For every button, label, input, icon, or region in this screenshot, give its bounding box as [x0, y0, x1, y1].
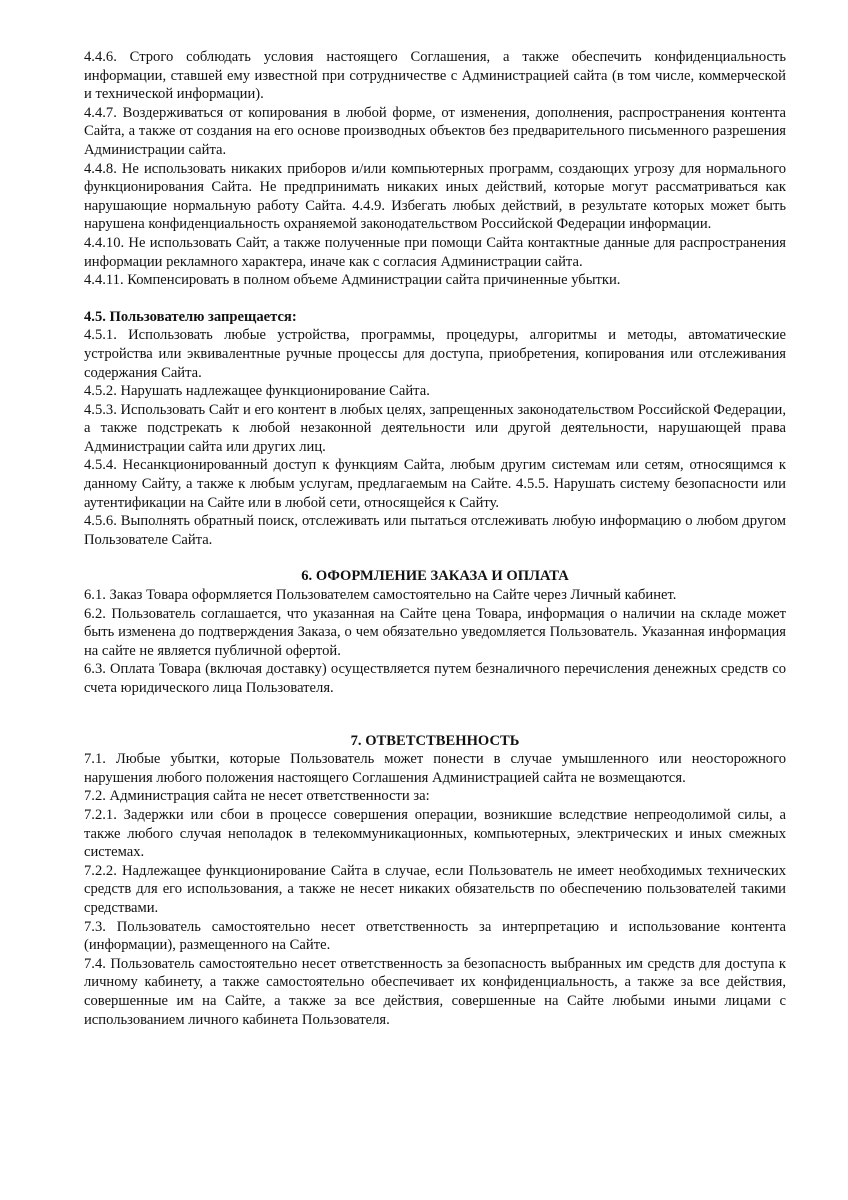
paragraph-4-4-8: 4.4.8. Не использовать никаких приборов и/или компьютерных программ, создающих угрозу для нормального функционирования Сайта. Не предпринимать никаких иных действий, которые могут рассматриваться как нарушающие нормальную работу Сайта. 4.4.9. Избегать любых действий, в результате которых может быть нарушена конфиденциальность охраняемой законодательством Российской Федерации информации. — [84, 160, 786, 233]
paragraph-4-5-6: 4.5.6. Выполнять обратный поиск, отслеживать или пытаться отслеживать любую информацию о любом другом Пользователе Сайта. — [84, 513, 786, 548]
paragraph-6-2: 6.2. Пользователь соглашается, что указанная на Сайте цена Товара, информация о наличии на складе может быть изменена до подтверждения Заказа, о чем обязательно уведомляется Пользователь. Указанная информация на сайте не является публичной офертой. — [84, 605, 786, 659]
paragraph-6-1: 6.1. Заказ Товара оформляется Пользователем самостоятельно на Сайте через Личный кабинет. — [84, 587, 677, 604]
document-page — [84, 48, 786, 1029]
paragraph-4-4-10: 4.4.10. Не использовать Сайт, а также полученные при помощи Сайта контактные данные для распространения информации рекламного характера, иначе как с согласия Администрации сайта. — [84, 234, 786, 270]
paragraph-7-3: 7.3. Пользователь самостоятельно несет ответственность за интерпретацию и использование контента (информации), размещенного на Сайте. — [84, 918, 786, 954]
paragraph-4-5-2: 4.5.2. Нарушать надлежащее функционирование Сайта. — [84, 383, 430, 400]
paragraph-7-4: 7.4. Пользователь самостоятельно несет ответственность за безопасность выбранных им средств для доступа к личному кабинету, а также самостоятельно обеспечивает их конфиденциальность, а также за все действия, совершенные им на Сайте, а также за все действия, совершенные на Сайте любыми иными лицами с использованием личного кабинета Пользователя. — [84, 955, 786, 1028]
paragraph-4-5-1: 4.5.1. Использовать любые устройства, программы, процедуры, алгоритмы и методы, автоматические устройства или эквивалентные ручные процессы для доступа, приобретения, копирования или отслеживания содержания Сайта. — [84, 327, 786, 381]
paragraph-6-3: 6.3. Оплата Товара (включая доставку) осуществляется путем безналичного перечисления денежных средств со счета юридического лица Пользователя. — [84, 661, 786, 696]
paragraph-7-1: 7.1. Любые убытки, которые Пользователь может понести в случае умышленного или неосторожного нарушения любого положения настоящего Соглашения Администрацией сайта не возмещаются. — [84, 751, 786, 786]
spacer — [84, 698, 786, 732]
paragraph-7-2-2: 7.2.2. Надлежащее функционирование Сайта в случае, если Пользователь не имеет необходимых технических средств для его использования, а также не несет никаких обязательств по обеспечению пользователей такими средствами. — [84, 862, 786, 916]
section-7-title: 7. ОТВЕТСТВЕННОСТЬ — [350, 732, 520, 749]
spacer — [84, 290, 786, 308]
spacer — [84, 549, 786, 567]
paragraph-4-5-3: 4.5.3. Использовать Сайт и его контент в любых целях, запрещенных законодательством Российской Федерации, а также подстрекать к любой незаконной деятельности или другой деятельности, нарушающей права Администрации сайта или других лиц. — [84, 401, 786, 455]
paragraph-4-4-6: 4.4.6. Строго соблюдать условия настоящего Соглашения, а также обеспечить конфиденциальность информации, ставшей ему известной при сотрудничестве с Администрацией сайта (в том числе, коммерческой и технической информации). — [84, 49, 786, 103]
paragraph-4-4-11: 4.4.11. Компенсировать в полном объеме Администрации сайта причиненные убытки. — [84, 272, 621, 289]
paragraph-7-2-1: 7.2.1. Задержки или сбои в процессе совершения операции, возникшие вследствие непреодолимой силы, а также любого случая неполадок в телекоммуникационных, компьютерных, электрических и иных смежных системах. — [84, 806, 786, 861]
paragraph-4-5-4: 4.5.4. Несанкционированный доступ к функциям Сайта, любым другим системам или сетям, относящимся к данному Сайту, а также к любым услугам, предлагаемым на Сайте. 4.5.5. Нарушать систему безопасности или аутентификации на Сайте или в любой сети, относящейся к Сайту. — [84, 457, 786, 511]
section-6-title: 6. ОФОРМЛЕНИЕ ЗАКАЗА И ОПЛАТА — [301, 568, 569, 585]
paragraph-7-2: 7.2. Администрация сайта не несет ответственности за: — [84, 788, 430, 805]
section-4-5-heading: 4.5. Пользователю запрещается: — [84, 308, 297, 325]
paragraph-4-4-7: 4.4.7. Воздерживаться от копирования в любой форме, от изменения, дополнения, распространения контента Сайта, а также от создания на его основе производных объектов без предварительного письменного разрешения Администрации сайта. — [84, 104, 786, 158]
